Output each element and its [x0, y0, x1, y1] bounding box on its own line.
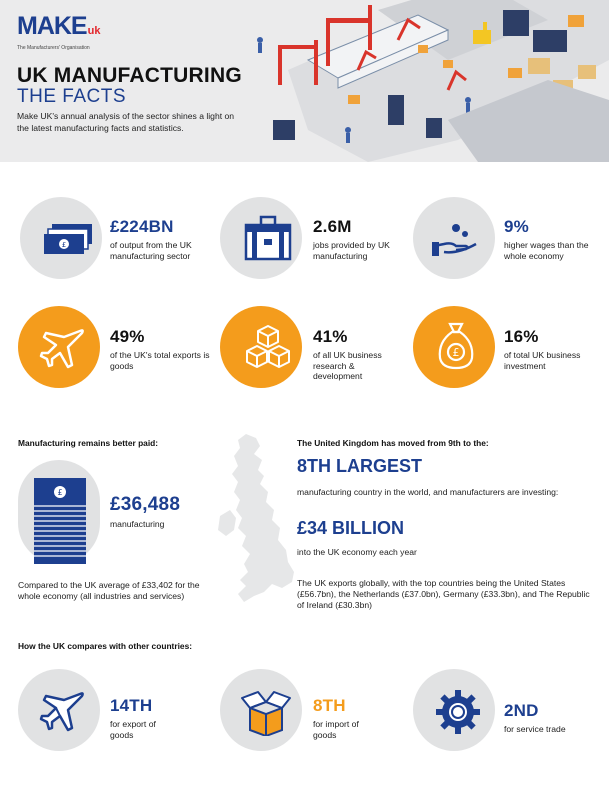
stat-output-text: of output from the UK manufacturing sector — [110, 240, 192, 261]
page-title: UK MANUFACTURING — [17, 64, 242, 87]
stat-jobs — [313, 217, 408, 261]
make-uk-logo[interactable] — [17, 14, 100, 51]
logo-suffix: uk — [87, 25, 101, 37]
stat-wages — [504, 217, 604, 261]
logo-text: MAKE — [17, 12, 87, 40]
stat-exports-text: of the UK's total exports is goods — [110, 350, 210, 371]
boxes-icon — [244, 322, 292, 372]
banknotes-icon — [42, 222, 94, 256]
intro-text: Make UK's annual analysis of the sector shines a light on the latest manufacturing facts and statistics. — [17, 111, 235, 133]
svg-text:£: £ — [61, 241, 67, 249]
stat-output-value: £224BN — [110, 217, 174, 236]
ranking-heading: The United Kingdom has moved from 9th to the: — [297, 438, 489, 448]
stat-wages-text: higher wages than the whole economy — [504, 240, 589, 261]
factory-illustration — [248, 0, 609, 162]
svg-text:£: £ — [57, 488, 63, 497]
money-bag-icon — [436, 320, 476, 372]
pay-heading: Manufacturing remains better paid: — [18, 438, 159, 448]
svg-text:£: £ — [452, 346, 460, 359]
ranking-exports-text: The UK exports globally, with the top countries being the United States (£56.7bn), the Netherlands (£37.0bn), Germany (£33.3bn), and The Republic of Ireland (£30.3bn) — [297, 578, 590, 610]
pay-stat — [110, 494, 180, 530]
ranking-investment: £34 BILLION — [297, 518, 405, 538]
airplane-icon — [38, 688, 86, 734]
pay-comparison: Compared to the UK average of £33,402 for the whole economy (all industries and services) — [18, 580, 200, 601]
banknote-stack-icon — [34, 478, 86, 564]
compare-import-text: for import of goods — [313, 719, 359, 740]
pay-label: manufacturing — [110, 519, 165, 529]
ranking-rank-text: manufacturing country in the world, and manufacturers are investing: — [297, 487, 559, 497]
stat-exports — [110, 327, 210, 371]
header-banner — [0, 0, 609, 162]
stat-wages-value: 9% — [504, 217, 529, 236]
stat-investment — [504, 327, 599, 371]
stat-investment-value: 16% — [504, 327, 539, 346]
stat-jobs-value: 2.6M — [313, 217, 352, 236]
open-box-icon — [240, 690, 292, 736]
stat-research — [313, 327, 393, 382]
stat-investment-text: of total UK business investment — [504, 350, 581, 371]
logo-tagline: The Manufacturers' Organisation — [17, 45, 90, 51]
pay-value: £36,488 — [110, 494, 181, 515]
compare-import — [313, 696, 383, 740]
stat-jobs-text: jobs provided by UK manufacturing — [313, 240, 390, 261]
stat-research-value: 41% — [313, 327, 348, 346]
compare-service-value: 2ND — [504, 701, 539, 720]
stat-exports-value: 49% — [110, 327, 145, 346]
page-subtitle: THE FACTS — [17, 86, 127, 107]
ranking-rank: 8TH LARGEST — [297, 456, 423, 476]
ranking-investment-text: into the UK economy each year — [297, 547, 417, 557]
compare-heading: How the UK compares with other countries: — [18, 641, 193, 651]
airplane-icon — [38, 325, 86, 371]
hand-coin-icon — [432, 222, 480, 258]
compare-export-value: 14TH — [110, 696, 153, 715]
gear-icon — [436, 690, 480, 734]
compare-service-text: for service trade — [504, 724, 566, 734]
stat-output — [110, 217, 220, 261]
compare-export-text: for export of goods — [110, 719, 156, 740]
compare-import-value: 8TH — [313, 696, 346, 715]
compare-export — [110, 696, 180, 740]
uk-map — [216, 432, 298, 612]
briefcase-icon — [244, 215, 292, 261]
compare-service — [504, 701, 594, 735]
stat-research-text: of all UK business research & development — [313, 350, 382, 382]
